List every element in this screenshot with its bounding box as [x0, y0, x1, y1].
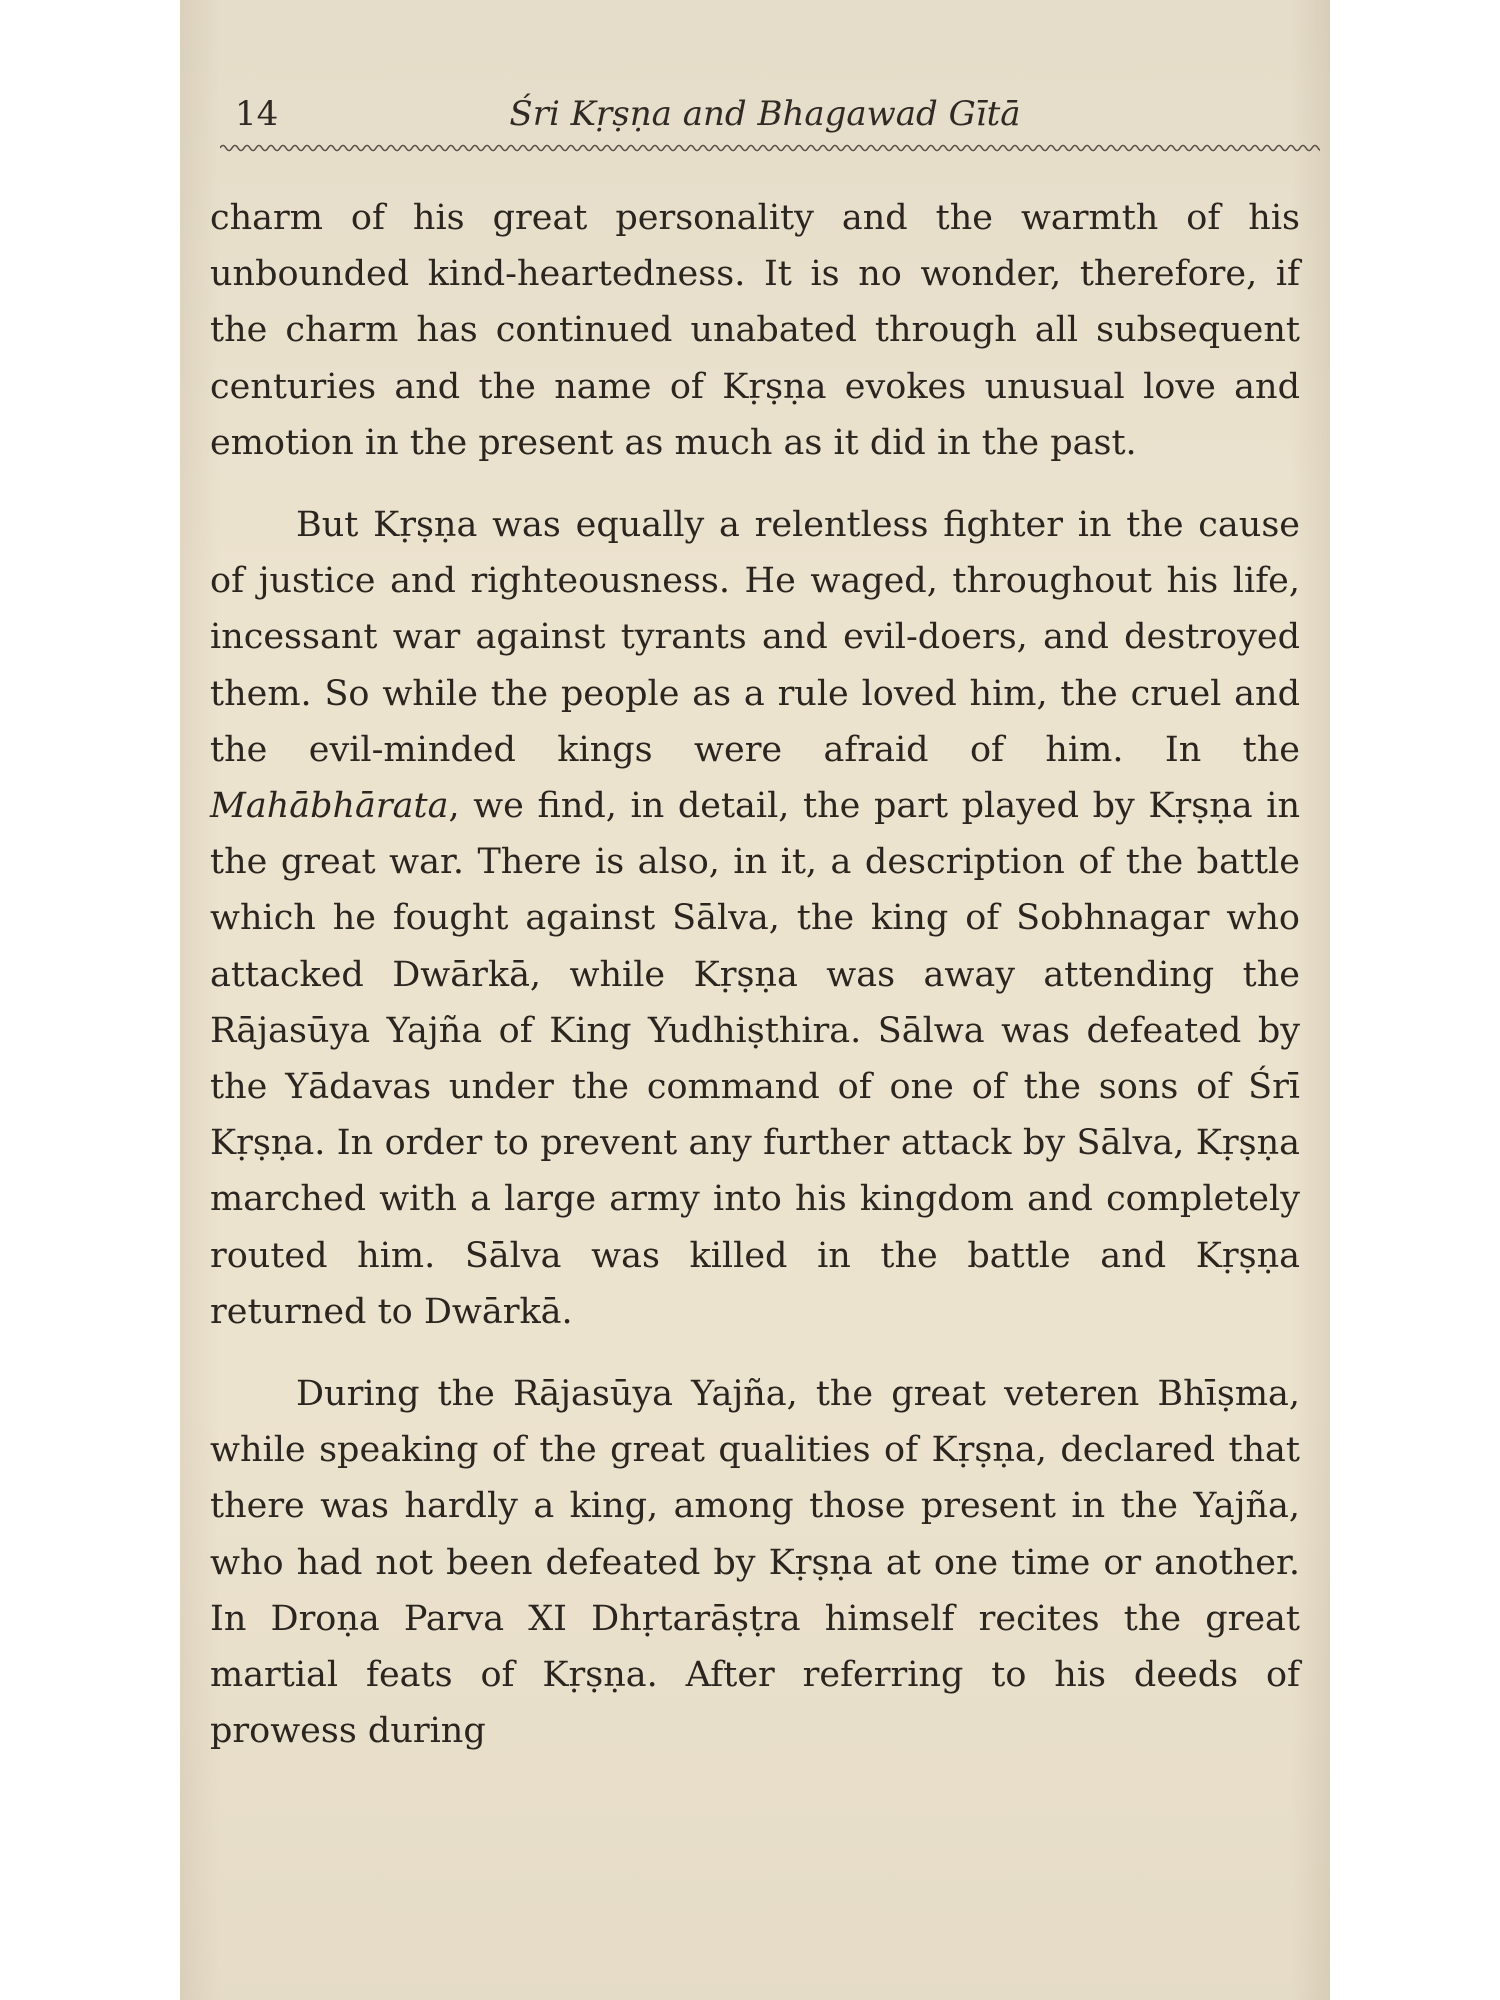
paragraph-2	[210, 497, 1300, 1340]
paragraph-3: During the Rājasūya Yajña, the great veteren Bhīṣma, while speaking of the great qualities of Kṛṣṇa, declared that there was hardly a king, among those present in the Yajña, who had not been defeated by Kṛṣṇa at one time or another. In Droṇa Parva XI Dhṛtarāṣṭra himself recites the great martial feats of Kṛṣṇa. After referring to his deeds of prowess during	[210, 1374, 1300, 1752]
book-page	[180, 0, 1330, 2000]
paragraph-2-part-1: But Kṛṣṇa was equally a relentless fighter in the cause of justice and righteousness. He waged, throughout his life, incessant war against tyrants and evil-doers, and destroyed them. So while the people as a rule loved him, the cruel and the evil-minded kings were afraid of him. In the	[210, 505, 1300, 770]
work-title-mahabharata: Mahābhārata	[210, 786, 449, 827]
paragraph-1: charm of his great personality and the warmth of his unbounded kind-heartedness. It is no wonder, therefore, if the charm has continued unabated through all subsequent centuries and the name of Kṛṣṇa evokes unusual love and emotion in the present as much as it did in the past.	[210, 198, 1300, 463]
page-header	[235, 88, 1295, 148]
body-text	[210, 190, 1300, 1759]
wavy-header-rule	[220, 142, 1320, 154]
running-title: Śri Kṛṣṇa and Bhagawad Gītā	[509, 94, 1021, 134]
paragraph-2-part-2: , we find, in detail, the part played by Kṛṣṇa in the great war. There is also, in it, a description of the battle which he fought against Sālva, the king of Sobhnagar who attacked Dwārkā, while Kṛṣṇa was away attending the Rājasūya Yajña of King Yudhiṣthira. Sālwa was defeated by the Yādavas under the command of one of the sons of Śrī Kṛṣṇa. In order to prevent any further attack by Sālva, Kṛṣṇa marched with a large army into his kingdom and completely routed him. Sālva was killed in the battle and Kṛṣṇa returned to Dwārkā.	[210, 786, 1300, 1332]
page-number: 14	[235, 94, 279, 134]
